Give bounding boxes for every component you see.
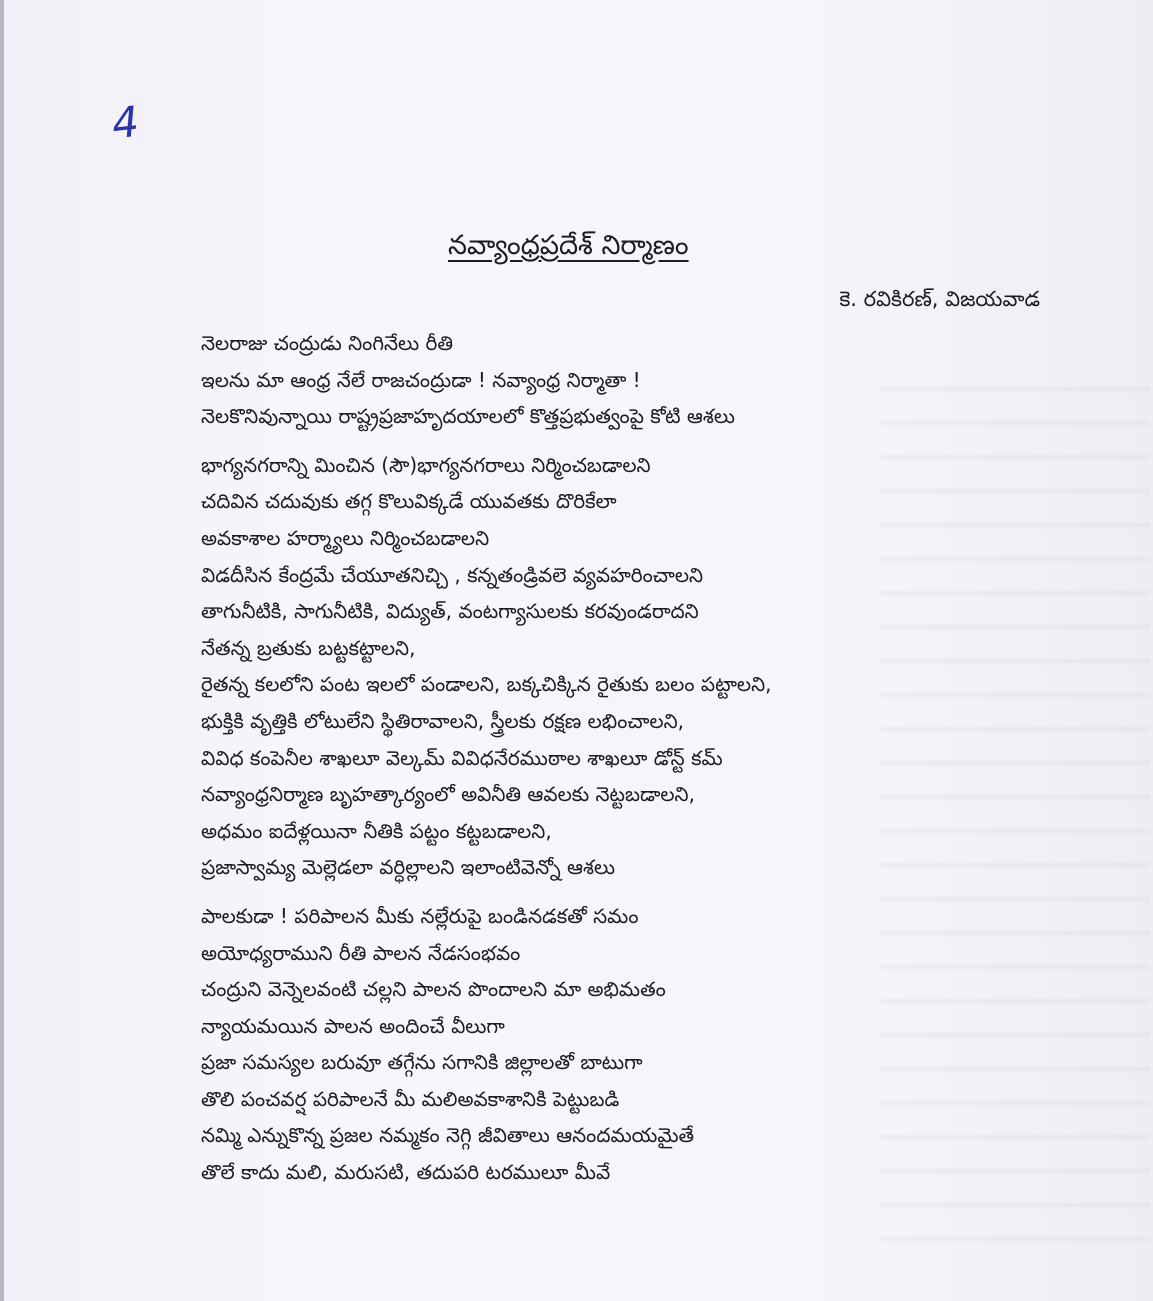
poem-line: విడదీసిన కేంద్రమే చేయూతనిచ్చి , కన్నతండ్రివలె వ్యవహరించాలని <box>201 562 704 587</box>
poem-line: తొలి పంచవర్ష పరిపాలనే మీ మలిఅవకాశానికి పెట్టుబడి <box>201 1086 620 1111</box>
poem-line: నేతన్న బ్రతుకు బట్టకట్టాలని, <box>201 635 416 660</box>
poem-line: అధమం ఐదేళ్లయినా నీతికి పట్టం కట్టబడాలని, <box>201 818 552 843</box>
poem-line: అయోధ్యరాముని రీతి పాలన నేడసంభవం <box>201 940 521 965</box>
poem-line: అవకాశాల హర్మ్యాలు నిర్మించబడాలని <box>201 525 490 550</box>
poem-line: నెలకొనివున్నాయి రాష్ట్రప్రజాహృదయాలలో కొత్తప్రభుత్వంపై కోటి ఆశలు <box>201 404 735 429</box>
poem-line: తాగునీటికి, సాగునీటికి, విద్యుత్, వంటగ్యాసులకు కరవుండరాదని <box>201 599 699 624</box>
poem-line: పాలకుడా ! పరిపాలన మీకు నల్లేరుపై బండినడకతో సమం <box>201 903 639 928</box>
stanza-3 <box>201 898 1101 1191</box>
poem-line: భాగ్యనగరాన్ని మించిన (సౌ)భాగ్యనగరాలు నిర్మించబడాలని <box>201 452 651 477</box>
poem-line: చదివిన చదువుకు తగ్గ కొలువిక్కడే యువతకు దొరికేలా <box>201 489 617 514</box>
poem-title: నవ్యాంధ్రప్రదేశ్ నిర్మాణం <box>448 230 689 261</box>
stanza-2 <box>201 447 1101 886</box>
poem-line: తొలే కాదు మలి, మరుసటి, తదుపరి టరములూ మీవే <box>201 1160 611 1185</box>
page-edge-shadow <box>0 0 4 1301</box>
poem-body <box>201 325 1101 1191</box>
poem-line: భుక్తికి వృత్తికి లోటులేని స్థితిరావాలని, స్త్రీలకు రక్షణ లభించాలని, <box>201 708 684 733</box>
poem-line: చంద్రుని వెన్నెలవంటి చల్లని పాలన పొందాలని మా అభిమతం <box>201 977 666 1002</box>
poem-line: ప్రజా సమస్యల బరువూ తగ్గేను సగానికి జిల్లాలతో బాటుగా <box>201 1050 643 1075</box>
handwritten-page-number: 4 <box>109 96 142 149</box>
author-byline: కె. రవికిరణ్, విజయవాడ <box>839 287 1040 311</box>
poem-line: నమ్మి ఎన్నుకొన్న ప్రజల నమ్మకం నెగ్గి జీవితాలు ఆనందమయమైతే <box>201 1123 695 1148</box>
poem-line: రైతన్న కలలోని పంట ఇలలో పండాలని, బక్కచిక్కిన రైతుకు బలం పట్టాలని, <box>201 672 772 697</box>
poem-line: ఇలను మా ఆంధ్ర నేలే రాజచంద్రుడా ! నవ్యాంధ్ర నిర్మాతా ! <box>201 367 641 392</box>
poem-line: న్యాయమయిన పాలన అందించే వీలుగా <box>201 1013 505 1038</box>
poem-line: వివిధ కంపెనీల శాఖలూ వెల్కమ్ వివిధనేరముఠాల శాఖలూ డోన్ట్ కమ్ <box>201 745 723 770</box>
stanza-1 <box>201 325 1101 435</box>
poem-line: నవ్యాంధ్రనిర్మాణ బృహత్కార్యంలో అవినీతి ఆవలకు నెట్టబడాలని, <box>201 782 695 807</box>
poem-line: నెలరాజు చంద్రుడు నింగినేలు రీతి <box>201 331 453 355</box>
poem-line: ప్రజాస్వామ్య మెల్లెడలా వర్ధిల్లాలని ఇలాంటివెన్నో ఆశలు <box>201 855 616 880</box>
